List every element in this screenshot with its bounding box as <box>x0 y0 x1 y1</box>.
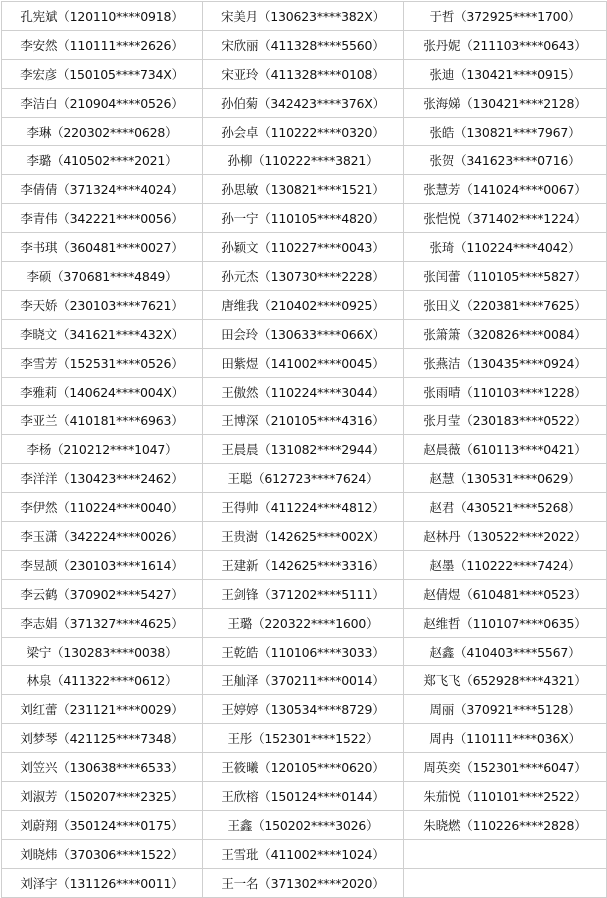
table-cell: 张琦（110224****4042） <box>404 233 607 262</box>
table-row <box>2 839 607 868</box>
table-row <box>2 88 607 117</box>
table-cell: 赵维哲（110107****0635） <box>404 608 607 637</box>
table-cell: 张闰蕾（110105****5827） <box>404 262 607 291</box>
table-cell: 周英奕（152301****6047） <box>404 753 607 782</box>
table-cell: 孔宪斌（120110****0918） <box>2 2 203 31</box>
table-cell: 刘蔚翔（350124****0175） <box>2 810 203 839</box>
table-row <box>2 695 607 724</box>
table-cell: 张贺（341623****0716） <box>404 146 607 175</box>
table-cell: 周丽（370921****5128） <box>404 695 607 724</box>
table-row <box>2 666 607 695</box>
table-row <box>2 30 607 59</box>
table-cell: 唐维我（210402****0925） <box>203 290 404 319</box>
table-cell: 李书琪（360481****0027） <box>2 233 203 262</box>
table-cell: 梁宁（130283****0038） <box>2 637 203 666</box>
table-cell: 李雪芳（152531****0526） <box>2 348 203 377</box>
table-row <box>2 464 607 493</box>
table-cell: 王傲然（110224****3044） <box>203 377 404 406</box>
table-cell: 李昱颉（230103****1614） <box>2 550 203 579</box>
table-row <box>2 59 607 88</box>
table-cell: 李璐（410502****2021） <box>2 146 203 175</box>
table-cell: 王贵澍（142625****002X） <box>203 522 404 551</box>
table-cell: 李雅莉（140624****004X） <box>2 377 203 406</box>
table-cell <box>404 868 607 897</box>
table-cell: 张箫箫（320826****0084） <box>404 319 607 348</box>
table-cell: 赵鑫（410403****5567） <box>404 637 607 666</box>
table-row <box>2 753 607 782</box>
table-row <box>2 608 607 637</box>
table-cell: 刘晓炜（370306****1522） <box>2 839 203 868</box>
table-cell: 孙元杰（130730****2228） <box>203 262 404 291</box>
table-cell: 孙柳（110222****3821） <box>203 146 404 175</box>
table-cell: 李玉潇（342224****0026） <box>2 522 203 551</box>
table-row <box>2 782 607 811</box>
table-cell: 李倩倩（371324****4024） <box>2 175 203 204</box>
table-row <box>2 868 607 897</box>
table-cell: 张迪（130421****0915） <box>404 59 607 88</box>
table-cell: 王建新（142625****3316） <box>203 550 404 579</box>
table-row <box>2 175 607 204</box>
table-cell: 张燕洁（130435****0924） <box>404 348 607 377</box>
table-cell: 王聪（612723****7624） <box>203 464 404 493</box>
table-cell: 李安然（110111****2626） <box>2 30 203 59</box>
table-cell: 王筱曦（120105****0620） <box>203 753 404 782</box>
table-cell: 赵慧（130531****0629） <box>404 464 607 493</box>
table-cell: 王鑫（150202****3026） <box>203 810 404 839</box>
table-cell: 王彤（152301****1522） <box>203 724 404 753</box>
table-cell: 刘梦琴（421125****7348） <box>2 724 203 753</box>
table-cell: 李云鹤（370902****5427） <box>2 579 203 608</box>
table-cell: 王晨晨（131082****2944） <box>203 435 404 464</box>
table-cell: 王欣榕（150124****0144） <box>203 782 404 811</box>
table-row <box>2 2 607 31</box>
table-cell: 孙一宁（110105****4820） <box>203 204 404 233</box>
table-cell: 宋亚玲（411328****0108） <box>203 59 404 88</box>
table-row <box>2 522 607 551</box>
table-cell: 朱晓燃（110226****2828） <box>404 810 607 839</box>
table-cell: 田会玲（130633****066X） <box>203 319 404 348</box>
table-cell: 刘红蕾（231121****0029） <box>2 695 203 724</box>
table-cell: 李洁白（210904****0526） <box>2 88 203 117</box>
table-cell: 李硕（370681****4849） <box>2 262 203 291</box>
table-body <box>2 2 607 898</box>
table-cell: 李志娟（371327****4625） <box>2 608 203 637</box>
table-cell: 李洋洋（130423****2462） <box>2 464 203 493</box>
table-row <box>2 348 607 377</box>
table-cell: 王婷婷（130534****8729） <box>203 695 404 724</box>
table-cell: 赵林丹（130522****2022） <box>404 522 607 551</box>
table-cell: 李亚兰（410181****6963） <box>2 406 203 435</box>
table-cell: 王一名（371302****2020） <box>203 868 404 897</box>
table-cell: 李青伟（342221****0056） <box>2 204 203 233</box>
table-row <box>2 146 607 175</box>
table-cell: 李杨（210212****1047） <box>2 435 203 464</box>
table-cell: 宋美月（130623****382X） <box>203 2 404 31</box>
table-cell: 张雨晴（110103****1228） <box>404 377 607 406</box>
table-row <box>2 204 607 233</box>
table-row <box>2 290 607 319</box>
table-cell: 宋欣丽（411328****5560） <box>203 30 404 59</box>
table-cell: 郑飞飞（652928****4321） <box>404 666 607 695</box>
table-cell: 王雪玭（411002****1024） <box>203 839 404 868</box>
table-cell: 孙会卓（110222****0320） <box>203 117 404 146</box>
table-cell: 王璐（220322****1600） <box>203 608 404 637</box>
table-row <box>2 319 607 348</box>
table-cell: 李琳（220302****0628） <box>2 117 203 146</box>
table-row <box>2 637 607 666</box>
table-cell: 李伊然（110224****0040） <box>2 493 203 522</box>
table-cell: 张恺悦（371402****1224） <box>404 204 607 233</box>
table-cell: 李宏彦（150105****734X） <box>2 59 203 88</box>
table-cell: 赵倩煜（610481****0523） <box>404 579 607 608</box>
name-id-table <box>1 1 607 898</box>
table-cell: 王博深（210105****4316） <box>203 406 404 435</box>
table-row <box>2 435 607 464</box>
table-cell: 赵晨薇（610113****0421） <box>404 435 607 464</box>
table-row <box>2 406 607 435</box>
table-cell: 孙伯菊（342423****376X） <box>203 88 404 117</box>
table-cell: 张月莹（230183****0522） <box>404 406 607 435</box>
table-cell: 周冉（110111****036X） <box>404 724 607 753</box>
table-cell: 孙颖文（110227****0043） <box>203 233 404 262</box>
table-row <box>2 233 607 262</box>
table-cell: 刘泽宇（131126****0011） <box>2 868 203 897</box>
table-cell: 张皓（130821****7967） <box>404 117 607 146</box>
table-cell: 刘笠兴（130638****6533） <box>2 753 203 782</box>
table-cell: 赵墨（110222****7424） <box>404 550 607 579</box>
table-cell: 张海娣（130421****2128） <box>404 88 607 117</box>
table-cell: 王得帅（411224****4812） <box>203 493 404 522</box>
table-cell: 田紫煜（141002****0045） <box>203 348 404 377</box>
table-row <box>2 262 607 291</box>
table-cell: 朱茄悦（110101****2522） <box>404 782 607 811</box>
table-cell: 王剑锋（371202****5111） <box>203 579 404 608</box>
table-cell: 孙思敏（130821****1521） <box>203 175 404 204</box>
table-cell: 李天娇（230103****7621） <box>2 290 203 319</box>
table-row <box>2 377 607 406</box>
table-cell: 王乾皓（110106****3033） <box>203 637 404 666</box>
table-row <box>2 810 607 839</box>
table-cell: 张慧芳（141024****0067） <box>404 175 607 204</box>
table-cell: 刘淑芳（150207****2325） <box>2 782 203 811</box>
table-cell: 张丹妮（211103****0643） <box>404 30 607 59</box>
table-cell: 张田义（220381****7625） <box>404 290 607 319</box>
table-cell: 李晓文（341621****432X） <box>2 319 203 348</box>
table-cell: 于哲（372925****1700） <box>404 2 607 31</box>
table-row <box>2 117 607 146</box>
table-row <box>2 724 607 753</box>
table-cell: 林泉（411322****0612） <box>2 666 203 695</box>
table-row <box>2 493 607 522</box>
table-row <box>2 579 607 608</box>
table-cell <box>404 839 607 868</box>
table-cell: 王舢泽（370211****0014） <box>203 666 404 695</box>
table-row <box>2 550 607 579</box>
table-cell: 赵君（430521****5268） <box>404 493 607 522</box>
